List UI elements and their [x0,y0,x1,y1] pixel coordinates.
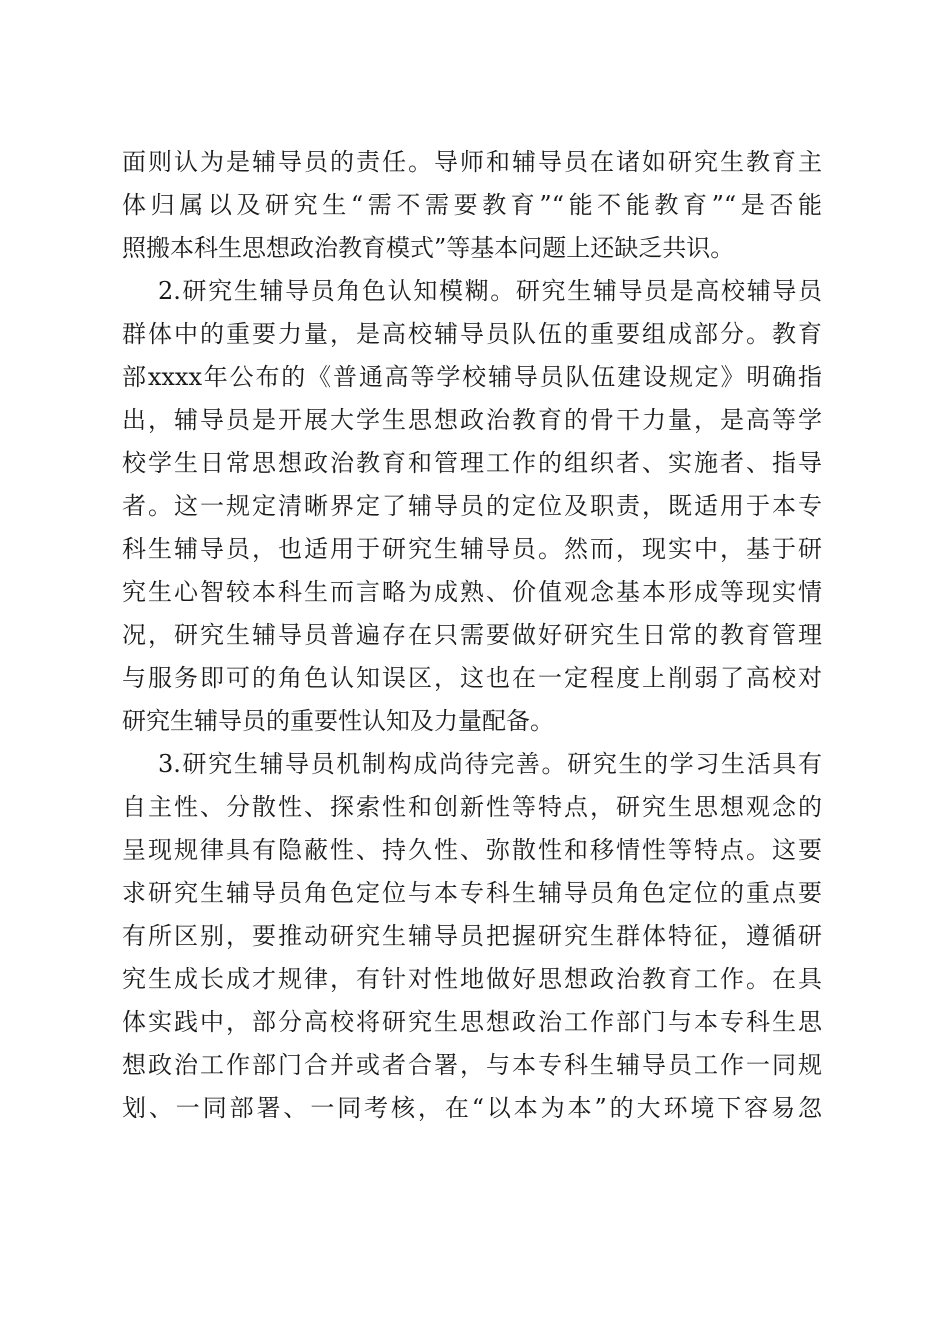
paragraph-2-line-10: 与服务即可的角色认知误区，这也在一定程度上削弱了高校对 [122,664,822,692]
paragraph-2-line-6: 者。这一规定清晰界定了辅导员的定位及职责，既适用于本专 [122,492,822,520]
paragraph-2-line-1: 2.研究生辅导员角色认知模糊。研究生辅导员是高校辅导员 [158,277,822,305]
paragraph-2-line-5: 校学生日常思想政治教育和管理工作的组织者、实施者、指导 [122,449,822,477]
paragraph-2-line-8: 究生心智较本科生而言略为成熟、价值观念基本形成等现实情 [122,578,822,606]
paragraph-2-line-4: 出，辅导员是开展大学生思想政治教育的骨干力量，是高等学 [122,406,822,434]
paragraph-1-line-2: 体归属以及研究生“需不需要教育”“能不能教育”“是否能 [122,191,822,219]
paragraph-3-line-8: 想政治工作部门合并或者合署，与本专科生辅导员工作一同规 [122,1051,822,1079]
paragraph-2-line-9: 况，研究生辅导员普遍存在只需要做好研究生日常的教育管理 [122,621,822,649]
paragraph-3-line-4: 求研究生辅导员角色定位与本专科生辅导员角色定位的重点要 [122,879,822,907]
paragraph-2-line-2: 群体中的重要力量，是高校辅导员队伍的重要组成部分。教育 [122,320,822,348]
paragraph-3-line-6: 究生成长成才规律，有针对性地做好思想政治教育工作。在具 [122,965,822,993]
paragraph-3-line-5: 有所区别，要推动研究生辅导员把握研究生群体特征，遵循研 [122,922,822,950]
paragraph-2-line-7: 科生辅导员，也适用于研究生辅导员。然而，现实中，基于研 [122,535,822,563]
paragraph-1-line-1: 面则认为是辅导员的责任。导师和辅导员在诸如研究生教育主 [122,148,822,176]
paragraph-2-line-3: 部xxxx年公布的《普通高等学校辅导员队伍建设规定》明确指 [122,363,822,391]
paragraph-3-line-3: 呈现规律具有隐蔽性、持久性、弥散性和移情性等特点。这要 [122,836,822,864]
paragraph-3-line-1: 3.研究生辅导员机制构成尚待完善。研究生的学习生活具有 [158,750,822,778]
paragraph-3-line-2: 自主性、分散性、探索性和创新性等特点，研究生思想观念的 [122,793,822,821]
paragraph-3-line-9: 划、一同部署、一同考核，在“以本为本”的大环境下容易忽 [122,1094,822,1122]
paragraph-3-line-7: 体实践中，部分高校将研究生思想政治工作部门与本专科生思 [122,1008,822,1036]
paragraph-2-line-11: 研究生辅导员的重要性认知及力量配备。 [122,707,554,735]
paragraph-1-line-3: 照搬本科生思想政治教育模式”等基本问题上还缺乏共识。 [122,234,735,262]
